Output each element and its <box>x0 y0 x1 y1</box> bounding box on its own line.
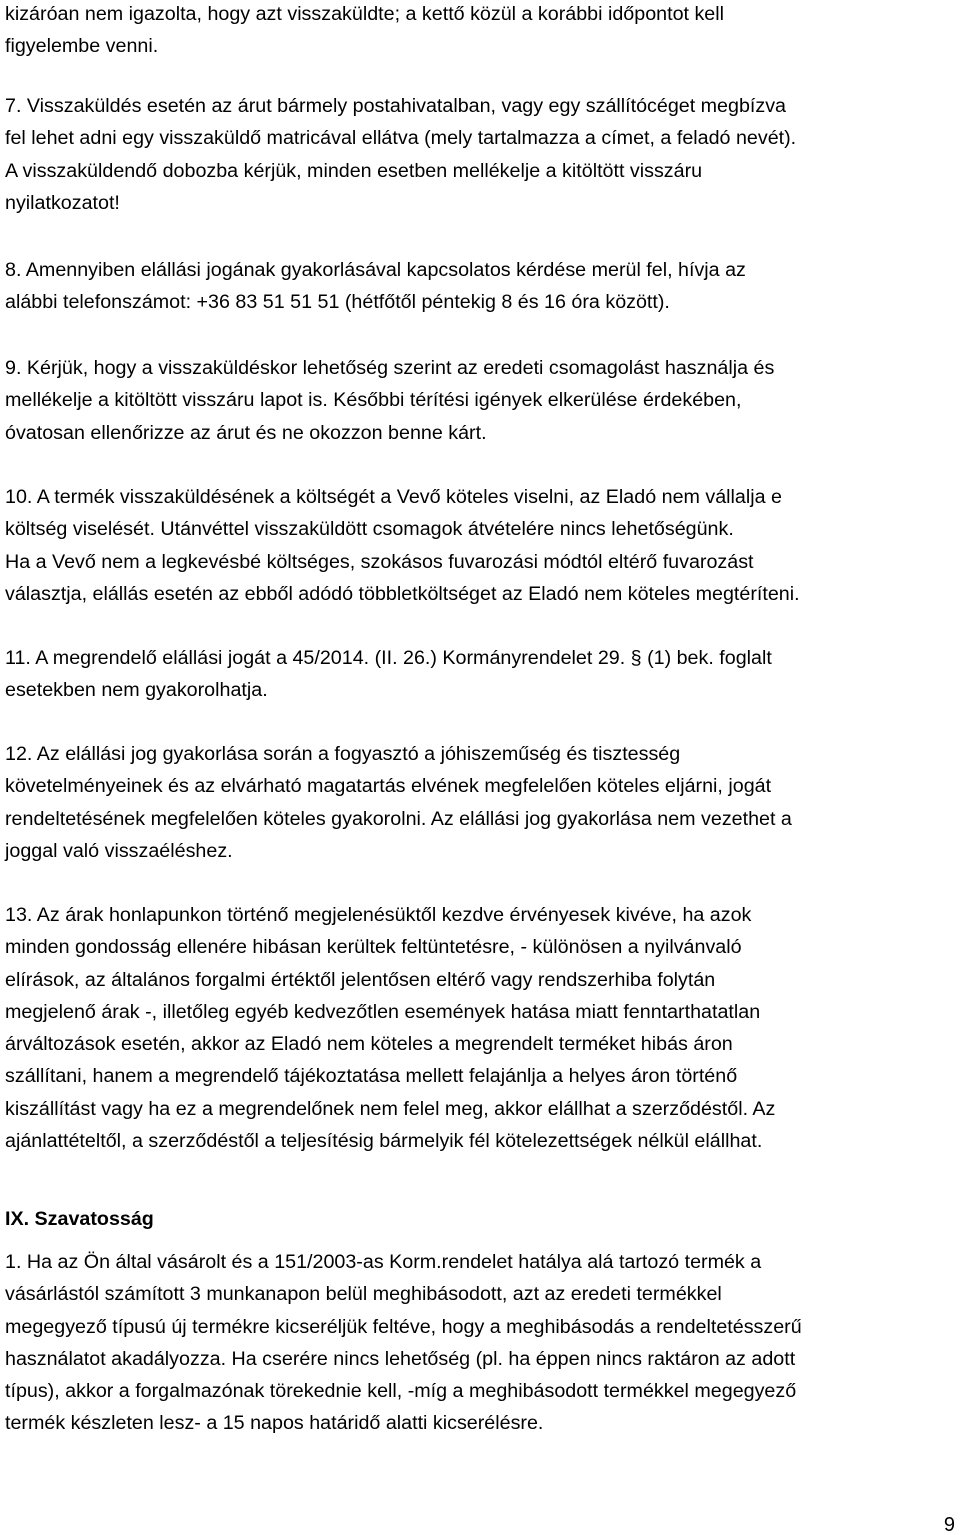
paragraph-10 <box>5 481 960 610</box>
paragraph-line: 10. A termék visszaküldésének a költségét a Vevő köteles viselni, az Eladó nem vállalja e <box>5 486 782 508</box>
paragraph-line: figyelembe venni. <box>5 35 159 58</box>
paragraph-line: termék készleten lesz- a 15 napos határidő alatti kicserélésre. <box>5 1412 544 1435</box>
paragraph-line: vásárlástól számított 3 munkanapon belül meghibásodott, azt az eredeti termékkel <box>5 1283 722 1306</box>
paragraph-line: esetekben nem gyakorolhatja. <box>5 679 268 702</box>
paragraph-line: árváltozások esetén, akkor az Eladó nem köteles a megrendelt terméket hibás áron <box>5 1033 733 1056</box>
section-heading-text: IX. Szavatosság <box>5 1208 154 1230</box>
section-heading <box>5 1203 960 1235</box>
paragraph-continuation <box>5 0 960 63</box>
paragraph-line: joggal való visszaéléshez. <box>5 839 233 862</box>
paragraph-line: rendeltetésének megfelelően köteles gyakorolni. Az elállási jog gyakorlása nem vezethet a <box>5 807 792 830</box>
paragraph-line: 9. Kérjük, hogy a visszaküldéskor lehetőség szerint az eredeti csomagolást használja és <box>5 357 775 379</box>
paragraph-12 <box>5 738 960 867</box>
paragraph-line: Ha a Vevő nem a legkevésbé költséges, szokásos fuvarozási módtól eltérő fuvarozást <box>5 550 754 573</box>
paragraph-line: elírások, az általános forgalmi értéktől jelentősen eltérő vagy rendszerhiba folytán <box>5 968 716 991</box>
paragraph-11 <box>5 642 960 707</box>
paragraph-line: költség viselését. Utánvéttel visszaküldött csomagok átvételére nincs lehetőségünk. <box>5 518 734 541</box>
paragraph-line: használatot akadályozza. Ha cserére nincs lehetőség (pl. ha éppen nincs raktáron az adott <box>5 1347 796 1370</box>
paragraph-line: 13. Az árak honlapunkon történő megjelenésüktől kezdve érvényesek kivéve, ha azok <box>5 904 752 926</box>
paragraph-line: típus), akkor a forgalmazónak törekednie kell, -míg a meghibásodott termékkel megegyező <box>5 1380 797 1403</box>
paragraph-line: óvatosan ellenőrizze az árut és ne okozzon benne kárt. <box>5 421 487 444</box>
paragraph-line: alábbi telefonszámot: +36 83 51 51 51 (hétfőtől péntekig 8 és 16 óra között). <box>5 291 670 314</box>
paragraph-8 <box>5 254 960 319</box>
paragraph-line: nyilatkozatot! <box>5 191 120 214</box>
paragraph-line: választja, elállás esetén az ebből adódó többletköltséget az Eladó nem köteles megtéríteni. <box>5 582 800 605</box>
paragraph-line: 12. Az elállási jog gyakorlása során a fogyasztó a jóhiszeműség és tisztesség <box>5 743 681 765</box>
paragraph-line: 1. Ha az Ön által vásárolt és a 151/2003-as Korm.rendelet hatálya alá tartozó termék a <box>5 1251 762 1273</box>
paragraph-line: szállítani, hanem a megrendelő tájékoztatása mellett felajánlja a helyes áron történő <box>5 1065 738 1088</box>
paragraph-line: követelményeinek és az elvárható magatartás elvének megfelelően köteles eljárni, jogát <box>5 775 772 798</box>
paragraph-line: minden gondosság ellenére hibásan kerültek feltüntetésre, - különösen a nyilvánvaló <box>5 936 742 959</box>
paragraph-line: ajánlattételtől, a szerződéstől a teljesítésig bármelyik fél kötelezettségek nélkül elállhat. <box>5 1130 763 1153</box>
paragraph-line: A visszaküldendő dobozba kérjük, minden esetben mellékelje a kitöltött visszáru <box>5 159 703 182</box>
paragraph-line: mellékelje a kitöltött visszáru lapot is. Későbbi térítési igények elkerülése érdekében, <box>5 389 742 412</box>
paragraph-line: kizáróan nem igazolta, hogy azt visszaküldte; a kettő közül a korábbi időpontot kell <box>5 3 724 25</box>
paragraph-line: fel lehet adni egy visszaküldő matricával ellátva (mely tartalmazza a címet, a feladó nevét). <box>5 127 797 150</box>
paragraph-13 <box>5 899 960 1157</box>
page-number: 9 <box>943 1514 955 1535</box>
paragraph-line: 7. Visszaküldés esetén az árut bármely postahivatalban, vagy egy szállítócéget megbízva <box>5 95 787 117</box>
warranty-paragraph-1 <box>5 1246 960 1440</box>
paragraph-line: 11. A megrendelő elállási jogát a 45/2014. (II. 26.) Kormányrendelet 29. § (1) bek. foglalt <box>5 647 772 669</box>
paragraph-line: megegyező típusú új termékre kicseréljük feltéve, hogy a meghibásodás a rendeltetésszerű <box>5 1315 802 1338</box>
paragraph-9 <box>5 352 960 449</box>
paragraph-7 <box>5 90 960 219</box>
paragraph-line: megjelenő árak -, illetőleg egyéb kedvezőtlen események hatása miatt fenntarthatatlan <box>5 1000 761 1023</box>
paragraph-line: kiszállítást vagy ha ez a megrendelőnek nem felel meg, akkor elállhat a szerződéstől. Az <box>5 1097 776 1120</box>
paragraph-line: 8. Amennyiben elállási jogának gyakorlásával kapcsolatos kérdése merül fel, hívja az <box>5 259 746 281</box>
